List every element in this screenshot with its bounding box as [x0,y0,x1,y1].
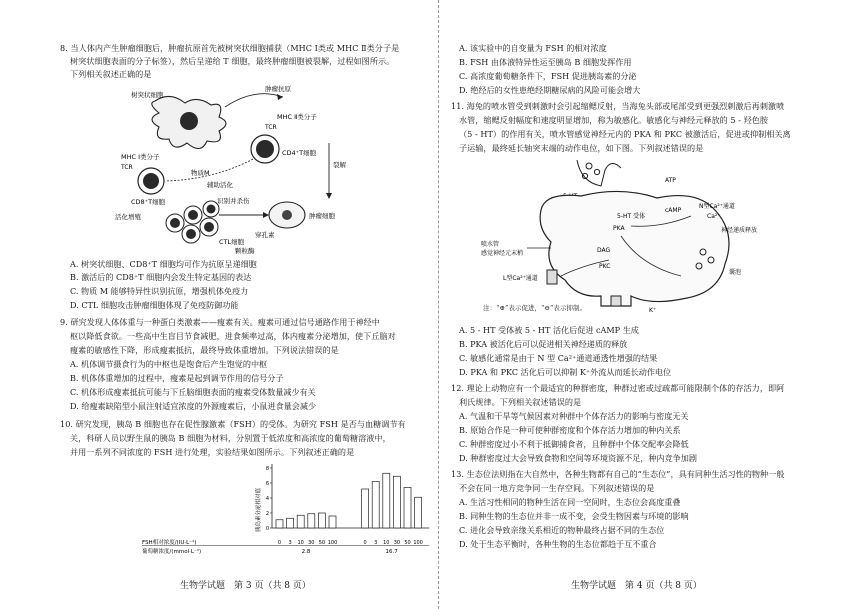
q13-stem-line-2: 不会在同一地方竞争同一生存空间。下列叙述错误的是 [459,483,655,493]
label-ctl: CTL细胞 [219,238,245,246]
chart-bar [362,489,369,528]
q10-option-b[interactable]: B. FSH 由体液特异性运至胰岛 B 细胞发挥作用 [459,57,632,67]
label-mhc1: MHC Ⅰ类分子 [121,153,160,161]
chart-x-tick-label: 10 [297,540,304,546]
chart-x-tick-label: 100 [327,540,338,546]
cd8-t-cell [138,168,164,194]
chart-bar [404,488,411,529]
label-tcr-b: TCR [121,164,133,171]
q11-option-c[interactable]: C. 敏感化通常是由于 N 型 Ca²⁺通道通透性增强的结果 [459,353,658,363]
label-pka: PKA [613,225,625,232]
chart-bars [276,473,422,528]
label-transmitter-release: 神经递质释放 [721,227,758,234]
label-cd8: CD8⁺T细胞 [131,198,166,206]
q13-option-d[interactable]: D. 处于生态平衡时，各种生物的生态位都趋于互不重合 [459,539,657,549]
q8-option-a[interactable]: A. 树突状细胞、CD8⁺T 细胞均可作为抗原呈递细胞 [70,259,257,269]
chart-bar [297,515,304,528]
label-5ht-receptor: 5-HT 受体 [617,213,646,220]
q10-stem-line-1: 10. 研究发现，胰岛 B 细胞也存在促性腺激素（FSH）的受体。为研究 FSH 是否与血糖调节有 [60,419,406,429]
q9-option-a[interactable]: A. 机体调节摄食行为的中枢也是饱食后产生饱觉的中枢 [70,359,268,369]
q11-stem-line-4: 子运输，最终延长轴突末端的动作电位，如下图。下列叙述错误的是 [459,143,704,153]
chart-x-tick-label: 100 [413,540,423,546]
chart-x-tick-label: 3 [374,540,378,546]
tumor-cell [269,202,305,228]
q11-option-a[interactable]: A. 5 - HT 受体被 5 - HT 活化后促进 cAMP 生成 [459,325,639,335]
chart-bar [329,516,336,528]
label-recognize-kill: 识别并杀伤 [217,197,250,205]
q8-stem-line-3: 下列相关叙述正确的是 [70,69,152,79]
q12-option-a[interactable]: A. 气温和干旱等气候因素对种群中个体存活力的影响与密度无关 [459,411,689,421]
chart-bar [308,514,315,528]
q11-diagram-note: 注：“⊕”表示促进，“⊖”表示抑制。 [483,304,587,312]
label-cd4: CD4⁺T细胞 [282,149,317,157]
label-dag: DAG [597,247,611,254]
chart-x-tick-label: 0 [363,540,367,546]
label-tumor-cell: 肿瘤细胞 [309,212,335,220]
q11-stem-line-1: 11. 海兔的喷水管受到刺激时会引起缩鳃反射，当海兔头部或尾部受到更强烈刺激后再刺激喷 [451,101,785,111]
q9-option-d[interactable]: D. 给瘦素缺陷型小鼠注射适宜浓度的外源瘦素后，小鼠进食量会减少 [70,401,317,411]
chart-x-tick-label: 30 [308,540,315,546]
chart-y-tick-label: 8 [265,466,269,472]
q8-immune-diagram [115,83,365,255]
dendritic-cell-shape [152,96,226,148]
label-proliferation: 活化增殖 [115,213,141,221]
chart-x-tick-label: 0 [277,540,282,546]
q8-option-c[interactable]: C. 物质 M 能够特异性识别抗原，增强机体免疫力 [70,286,249,296]
q13-option-a[interactable]: A. 生活习性相同的物种生活在同一空间时，生态位会高度重叠 [459,497,681,507]
label-lysis: 裂解 [333,161,346,169]
q13-option-c[interactable]: C. 进化会导致亲缘关系相近的物种最终占据不同的生态位 [459,525,665,535]
q12-option-c[interactable]: C. 种群密度过小不利于抵御捕食者，且种群中个体交配率会降低 [459,439,689,449]
q10-stem-line-3: 并用一系列不同浓度的 FSH 进行处理，实验结果如图所示。下列叙述正确的是 [70,447,355,457]
chart-y-tick-label: 0 [265,526,269,532]
chart-bar [276,520,283,528]
footer-right: 生物学试题 第 4 页（共 8 页） [571,581,702,591]
q9-option-b[interactable]: B. 机体体重增加的过程中，瘦素是起到调节作用的信号分子 [70,373,284,383]
chart-bar [287,518,294,528]
q10-stem-line-2: 关，科研人员以野生鼠的胰岛 B 细胞为材料，分别置于低浓度和高浓度的葡萄糖溶液中， [70,433,391,443]
chart-x-tick-label: 30 [393,540,401,546]
label-atp: ATP [665,177,676,184]
q11-option-d[interactable]: D. PKA 和 PKC 活化后可以抑制 K⁺外流从而延长动作电位 [459,367,672,377]
q10-option-d[interactable]: D. 绝经后的女性患绝经期糖尿病的风险可能会增大 [459,85,641,95]
q11-stem-line-2: 水管，缩鳃反射幅度和速度明显增加，称为敏感化。敏感化与神经元释放的 5 - 羟色胺 [459,115,769,125]
label-tcr-a: TCR [265,124,277,131]
q9-option-c[interactable]: C. 机体形成瘦素抵抗可能与下丘脑细胞表面的瘦素受体数量减少有关 [70,387,316,397]
chart-x-tick-label: 50 [404,540,411,546]
q8-stem-line-1: 8. 当人体内产生肿瘤细胞后，肿瘤抗原首先被树突状细胞捕获（MHC Ⅰ类或 MHC Ⅱ类分子是 [60,43,400,53]
label-camp: cAMP [665,207,682,214]
label-ca-n-channel: N型Ca²⁺通道 [699,203,735,210]
right-page [451,0,826,609]
chart-bar [372,482,379,529]
label-perforin: 穿孔素 [255,231,275,239]
label-ca2: Ca²⁺ [707,213,721,220]
q10-option-c[interactable]: C. 高浓度葡萄糖条件下，FSH 促进胰岛素的分泌 [459,71,637,81]
chart-bar [318,513,325,528]
label-help-activation: 辅助活化 [207,181,233,189]
chart-group-label: 2.8 [301,549,311,555]
chart-ylabel: 胰岛素分泌相对值 [256,487,262,533]
label-ca-l-channel: L型Ca²⁺通道 [503,275,538,282]
q13-stem-line-1: 13. 生态位法则指在大自然中，各种生物都有自己的“生态位”，具有同种生活习性的物种一般 [451,469,785,479]
chart-group-label: 16.7 [385,549,398,555]
q11-synapse-diagram [481,156,781,314]
q11-stem-line-3: （5 - HT）的作用有关，喷水管感觉神经元内的 PKA 和 PKC 被激活后，促进或抑制相关离 [459,129,791,139]
left-page [60,0,440,609]
chart-row1-label: FSH相对浓度/(IU·L⁻¹) [142,540,197,546]
label-sensory-1: 喷水管 [481,241,500,248]
chart-x-tick-label: 50 [318,540,326,546]
label-tumor-antigen: 肿瘤抗原 [265,85,291,93]
q8-option-b[interactable]: B. 激活后的 CD8⁺T 细胞内会发生特定基因的表达 [70,272,252,282]
q9-stem-line-2: 枢以降低食欲。一些高中生盲目节食减肥，进食频率过高，体内瘦素分泌增加，使下丘脑对 [70,331,396,341]
label-granzyme: 颗粒酶 [235,247,255,255]
chart-x-tick-label: 3 [288,540,292,546]
q13-option-b[interactable]: B. 同种生物的生态位并非一成不变，会受生物因素与环境的影响 [459,511,689,521]
q12-stem-line-2: 利氏规律。下列相关叙述错误的是 [459,397,582,407]
chart-y-tick-label: 4 [265,496,269,502]
cd4-t-cell [251,135,279,163]
label-pkc: PKC [599,263,611,270]
chart-bar [383,473,390,528]
chart-row2-label: 葡萄糖浓度/(mmol·L⁻¹) [142,549,202,555]
label-substance-m: 物质M [191,169,210,177]
ctl-cluster [166,201,219,243]
q9-stem-line-3: 瘦素的敏感性下降，形成瘦素抵抗，最终导致体重增加。下列说法错误的是 [70,345,339,355]
label-vesicle: 囊泡 [729,269,742,276]
q8-stem-line-2: 树突状细胞表面的分子标签），然后呈递给 T 细胞，最终肿瘤细胞被裂解，过程如图所示。 [70,56,395,66]
footer-left: 生物学试题 第 3 页（共 8 页） [180,581,311,591]
label-dendritic-cell: 树突状细胞 [131,91,164,99]
chart-bar [415,497,422,528]
chart-bar [393,476,400,528]
label-sensory-2: 感觉神经元末梢 [481,250,524,257]
chart-y-tick-label: 2 [265,511,269,517]
q12-stem-line-1: 12. 理论上动物应有一个最适宜的种群密度，种群过密或过疏都可能限制个体的存活力，即阿 [451,383,785,393]
q8-option-d[interactable]: D. CTL 细胞攻击肿瘤细胞体现了免疫防御功能 [70,300,239,310]
q12-option-d[interactable]: D. 种群密度过大会导致食物和空间等环境资源不足，种内竞争加剧 [459,453,697,463]
q11-option-b[interactable]: B. PKA 被活化后可以促进相关神经递质的释放 [459,339,628,349]
q12-option-b[interactable]: B. 原始合作是一种可使种群密度和个体存活力增加的种内关系 [459,425,681,435]
q9-stem-line-1: 9. 研究发现人体体重与一种蛋白类激素——瘦素有关。瘦素可通过信号通路作用于神经中 [60,317,380,327]
q10-bar-chart [142,460,432,560]
label-mhc2: MHC Ⅱ类分子 [277,113,317,121]
label-k-plus: K⁺ [649,307,657,314]
q10-option-a[interactable]: A. 该实验中的自变量为 FSH 的相对浓度 [459,43,607,53]
chart-y-tick-label: 6 [265,481,269,487]
chart-x-tick-label: 10 [383,540,390,546]
